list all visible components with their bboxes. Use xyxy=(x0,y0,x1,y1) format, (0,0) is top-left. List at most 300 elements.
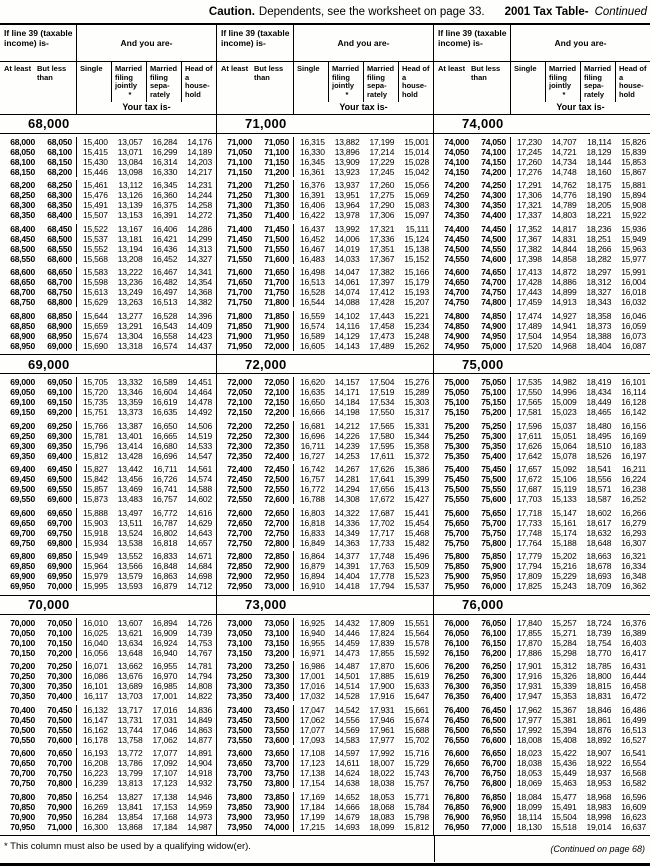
but-less-than-cell: 68,150 xyxy=(47,156,72,167)
table-row xyxy=(0,538,216,548)
income-range xyxy=(434,571,511,581)
income-range xyxy=(0,822,77,832)
at-least-cell: 69,000 xyxy=(10,377,35,387)
tax-cell-married-jointly: 13,607 xyxy=(117,617,143,628)
income-range xyxy=(0,812,77,822)
tax-cell-head-household: 16,623 xyxy=(621,811,646,822)
tax-cell-single: 17,169 xyxy=(299,791,325,802)
tax-cell-married-jointly: 13,139 xyxy=(117,200,143,210)
income-range xyxy=(217,397,294,407)
tax-cell-single: 15,552 xyxy=(82,243,108,254)
tax-values xyxy=(77,691,216,701)
income-range xyxy=(217,561,294,571)
tax-cell-married-separately: 18,495 xyxy=(586,430,612,441)
table-row xyxy=(434,441,650,451)
income-range xyxy=(217,802,294,812)
tax-cell-married-jointly: 14,886 xyxy=(551,277,577,287)
at-least-cell: 72,900 xyxy=(227,571,252,581)
income-range xyxy=(217,167,294,177)
tax-cell-single: 16,727 xyxy=(299,450,325,461)
tax-cell-married-separately: 16,421 xyxy=(152,233,178,244)
tax-cell-head-household: 14,794 xyxy=(187,671,212,681)
tax-values xyxy=(511,474,650,484)
income-range xyxy=(434,551,511,561)
tax-cell-married-jointly: 13,401 xyxy=(117,430,143,441)
tax-cell-married-separately: 18,388 xyxy=(586,330,612,341)
tax-cell-married-jointly: 13,689 xyxy=(117,681,143,691)
tax-cell-married-separately: 18,114 xyxy=(587,136,612,147)
row-group xyxy=(217,705,433,745)
tax-cell-married-jointly: 13,442 xyxy=(117,464,143,474)
table-row xyxy=(434,137,650,147)
at-least-cell: 71,600 xyxy=(227,267,252,277)
tax-cell-head-household: 14,533 xyxy=(187,440,212,451)
tax-cell-head-household: 14,739 xyxy=(187,627,212,638)
tax-cell-married-separately: 17,184 xyxy=(152,821,178,832)
but-less-than-cell: 71,650 xyxy=(264,267,289,277)
but-less-than-cell: 72,600 xyxy=(264,494,289,504)
tax-cell-married-separately: 16,894 xyxy=(152,617,178,628)
tax-cell-married-separately: 18,922 xyxy=(586,758,612,768)
table-row xyxy=(217,180,433,190)
income-range xyxy=(434,538,511,548)
tax-values xyxy=(77,267,216,277)
income-range xyxy=(0,705,77,715)
tax-cell-head-household: 14,203 xyxy=(187,156,212,167)
bottom-rule xyxy=(0,863,650,866)
at-least-cell: 75,550 xyxy=(444,494,469,504)
table-row xyxy=(434,581,650,591)
tax-cell-married-separately: 18,785 xyxy=(586,661,612,671)
table-row xyxy=(434,792,650,802)
table-row xyxy=(217,267,433,277)
tax-cell-head-household: 16,114 xyxy=(621,387,646,397)
but-less-than-cell: 68,350 xyxy=(47,200,72,210)
tax-values xyxy=(77,528,216,538)
but-less-than-cell: 71,550 xyxy=(264,243,289,254)
tax-cell-head-household: 15,812 xyxy=(404,821,429,832)
tax-cell-married-separately: 18,953 xyxy=(586,778,612,788)
at-least-cell: 73,550 xyxy=(227,734,252,745)
tax-cell-married-jointly: 14,171 xyxy=(334,387,360,397)
tax-cell-head-household: 15,619 xyxy=(404,671,429,681)
footnote: * This column must also be used by a qualifying widow(er). xyxy=(4,841,251,852)
income-range xyxy=(0,561,77,571)
tax-cell-head-household: 15,097 xyxy=(404,210,429,220)
income-range xyxy=(434,451,511,461)
tax-values xyxy=(294,210,433,220)
tax-cell-head-household: 15,482 xyxy=(404,537,429,548)
tax-cell-head-household: 16,238 xyxy=(621,484,646,494)
tax-cell-head-household: 15,083 xyxy=(404,200,429,210)
tax-cell-single: 15,735 xyxy=(82,397,108,407)
tax-cell-head-household: 15,179 xyxy=(404,277,429,287)
table-row xyxy=(0,508,216,518)
tax-cell-married-separately: 18,373 xyxy=(586,320,612,331)
at-least-cell: 68,000 xyxy=(10,136,35,147)
tax-cell-married-separately: 18,099 xyxy=(369,821,395,832)
table-row xyxy=(434,451,650,461)
tax-cell-married-separately: 17,199 xyxy=(369,136,395,147)
tax-values xyxy=(77,681,216,691)
tax-cell-single: 17,581 xyxy=(516,407,542,417)
table-row xyxy=(434,812,650,822)
tax-cell-head-household: 14,437 xyxy=(187,340,212,351)
section-title-band xyxy=(0,595,216,615)
income-range xyxy=(0,748,77,758)
at-least-cell: 72,050 xyxy=(227,387,252,397)
tax-cell-single: 15,491 xyxy=(82,200,108,210)
tax-cell-married-separately: 17,885 xyxy=(369,671,395,681)
at-least-cell: 72,500 xyxy=(227,484,252,494)
tax-cell-married-separately: 17,717 xyxy=(369,527,395,538)
income-range xyxy=(434,518,511,528)
but-less-than-cell: 74,250 xyxy=(481,180,506,190)
income-range xyxy=(217,518,294,528)
table-row xyxy=(0,147,216,157)
income-condition-label: If line 39 (taxable income) is- xyxy=(217,25,294,61)
tax-values xyxy=(77,508,216,518)
but-less-than-cell: 68,400 xyxy=(47,210,72,220)
tax-values xyxy=(294,778,433,788)
income-range xyxy=(434,311,511,321)
and-you-are-label: And you are- xyxy=(337,37,390,48)
but-less-than-cell: 71,700 xyxy=(264,277,289,287)
tax-cell-married-jointly: 14,872 xyxy=(551,267,577,277)
section-rows xyxy=(0,615,216,836)
tax-values xyxy=(77,137,216,147)
tax-values xyxy=(77,331,216,341)
tax-cell-married-jointly: 14,707 xyxy=(551,136,577,147)
income-range xyxy=(434,407,511,417)
at-least-cell: 70,100 xyxy=(10,637,35,648)
income-range xyxy=(0,441,77,451)
table-columns xyxy=(0,23,650,835)
table-row xyxy=(0,748,216,758)
at-least-cell: 73,600 xyxy=(227,748,252,758)
tax-cell-married-separately: 18,022 xyxy=(369,768,395,778)
tax-cell-single: 17,931 xyxy=(516,681,542,691)
income-range xyxy=(0,244,77,254)
but-less-than-cell: 73,300 xyxy=(264,671,289,681)
tax-cell-married-jointly: 13,222 xyxy=(117,267,143,277)
tax-cell-head-household: 14,354 xyxy=(187,277,212,287)
table-row xyxy=(217,474,433,484)
tax-values xyxy=(77,518,216,528)
tax-cell-married-separately: 17,214 xyxy=(369,146,395,157)
tax-cell-married-jointly: 13,469 xyxy=(117,484,143,494)
tax-cell-married-jointly: 13,538 xyxy=(117,537,143,548)
tax-values xyxy=(294,661,433,671)
tax-cell-married-jointly: 14,157 xyxy=(334,377,360,387)
tax-values xyxy=(77,407,216,417)
income-range xyxy=(0,157,77,167)
tax-cell-married-separately: 18,846 xyxy=(586,704,612,715)
tax-cell-head-household: 16,403 xyxy=(621,637,646,648)
tax-cell-single: 17,977 xyxy=(516,714,542,725)
tax-values xyxy=(511,157,650,167)
row-group xyxy=(0,792,216,832)
but-less-than-cell: 76,500 xyxy=(481,714,506,725)
table-row xyxy=(217,671,433,681)
but-less-than-cell: 69,750 xyxy=(47,527,72,538)
tax-cell-head-household: 14,946 xyxy=(187,791,212,802)
at-least-cell: 71,850 xyxy=(227,320,252,331)
tax-values xyxy=(511,518,650,528)
but-less-than-cell: 72,900 xyxy=(264,561,289,571)
tax-cell-head-household: 15,592 xyxy=(404,647,429,658)
table-row xyxy=(434,638,650,648)
tax-cell-head-household: 16,156 xyxy=(621,420,646,431)
tax-cell-head-household: 14,987 xyxy=(187,821,212,832)
at-least-cell: 74,400 xyxy=(444,223,469,234)
tax-cell-single: 17,764 xyxy=(516,537,542,548)
tax-cell-single: 16,071 xyxy=(82,661,108,671)
at-least-cell: 76,250 xyxy=(444,671,469,681)
at-least-cell: 73,750 xyxy=(227,778,252,788)
tax-cell-married-jointly: 15,339 xyxy=(551,681,577,691)
married-jointly-header xyxy=(545,62,580,102)
tax-cell-single: 15,995 xyxy=(82,581,108,591)
tax-cell-married-separately: 17,290 xyxy=(369,200,395,210)
tax-cell-head-household: 15,977 xyxy=(621,253,646,264)
tax-values xyxy=(77,484,216,494)
tax-cell-married-separately: 17,977 xyxy=(369,734,395,745)
table-row xyxy=(0,551,216,561)
but-less-than-cell: 72,350 xyxy=(264,440,289,451)
table-row xyxy=(217,244,433,254)
tax-cell-married-separately: 17,641 xyxy=(369,474,395,484)
tax-cell-single: 16,818 xyxy=(299,517,325,528)
your-tax-row xyxy=(0,102,216,114)
but-less-than-cell: 70,900 xyxy=(47,801,72,812)
tax-cell-married-jointly: 14,281 xyxy=(334,474,360,484)
but-less-than-cell: 71,600 xyxy=(264,253,289,264)
tax-cell-single: 15,796 xyxy=(82,440,108,451)
but-less-than-cell: 69,850 xyxy=(47,551,72,561)
income-range xyxy=(434,725,511,735)
tax-cell-married-jointly: 13,126 xyxy=(117,190,143,200)
tax-cell-single: 18,069 xyxy=(516,778,542,788)
but-less-than-cell: 70,150 xyxy=(47,637,72,648)
tax-cell-single: 17,916 xyxy=(516,671,542,681)
at-least-cell: 69,200 xyxy=(10,420,35,431)
tax-cell-married-separately: 18,205 xyxy=(586,200,612,210)
row-group xyxy=(434,551,650,591)
table-row xyxy=(0,758,216,768)
but-less-than-cell: 74,000 xyxy=(264,821,289,832)
tax-cell-married-jointly: 14,294 xyxy=(334,484,360,494)
tax-cell-single: 17,016 xyxy=(299,681,325,691)
table-row xyxy=(217,518,433,528)
income-range xyxy=(434,224,511,234)
tax-cell-single: 16,437 xyxy=(299,223,325,234)
tax-values xyxy=(77,561,216,571)
at-least-cell: 75,350 xyxy=(444,450,469,461)
tax-cell-single: 16,178 xyxy=(82,734,108,745)
but-less-than-header: But less than xyxy=(254,63,284,82)
tax-cell-married-separately: 17,245 xyxy=(369,166,395,177)
at-least-cell: 73,500 xyxy=(227,724,252,735)
tax-cell-married-jointly: 15,147 xyxy=(551,507,577,518)
at-least-cell: 73,000 xyxy=(227,617,252,628)
but-less-than-cell: 73,000 xyxy=(264,581,289,591)
but-less-than-cell: 69,500 xyxy=(47,474,72,484)
tax-cell-married-separately: 17,260 xyxy=(369,180,395,190)
tax-cell-married-jointly: 15,477 xyxy=(551,791,577,802)
table-row xyxy=(217,778,433,788)
tax-cell-head-household: 15,963 xyxy=(621,243,646,254)
tax-cell-married-separately: 16,452 xyxy=(152,253,178,264)
row-group xyxy=(0,661,216,701)
income-range xyxy=(0,387,77,397)
tax-cell-married-jointly: 14,308 xyxy=(334,494,360,504)
tax-cell-married-jointly: 14,528 xyxy=(334,691,360,701)
tax-cell-married-jointly: 15,436 xyxy=(551,758,577,768)
tax-cell-head-household: 16,183 xyxy=(621,440,646,451)
income-range xyxy=(217,311,294,321)
table-row xyxy=(217,387,433,397)
tax-values xyxy=(294,792,433,802)
table-row xyxy=(434,431,650,441)
tax-cell-married-jointly: 13,676 xyxy=(117,671,143,681)
tax-cell-head-household: 14,726 xyxy=(187,617,212,628)
tax-values xyxy=(294,705,433,715)
tax-cell-married-separately: 18,449 xyxy=(586,397,612,407)
tax-cell-head-household: 15,537 xyxy=(404,581,429,591)
tax-cell-single: 16,269 xyxy=(82,801,108,812)
tax-cell-married-separately: 17,382 xyxy=(369,267,395,277)
table-row xyxy=(434,691,650,701)
tax-cell-married-separately: 16,345 xyxy=(152,180,178,190)
tax-cell-head-household: 15,771 xyxy=(404,791,429,802)
tax-cell-married-jointly: 14,927 xyxy=(551,310,577,321)
table-row xyxy=(434,234,650,244)
but-less-than-cell: 71,500 xyxy=(264,233,289,244)
at-least-cell: 69,700 xyxy=(10,527,35,538)
tax-cell-single: 16,513 xyxy=(299,277,325,287)
income-section xyxy=(434,114,650,355)
income-range xyxy=(0,571,77,581)
your-tax-is-label: Your tax is- xyxy=(339,101,388,112)
tax-cell-married-separately: 17,565 xyxy=(369,420,395,431)
but-less-than-cell: 73,100 xyxy=(264,627,289,638)
tax-values xyxy=(511,812,650,822)
tax-cell-married-jointly: 14,487 xyxy=(334,661,360,671)
tax-values xyxy=(77,200,216,210)
tax-cell-single: 16,955 xyxy=(299,637,325,648)
tax-values xyxy=(77,551,216,561)
tax-cell-single: 17,032 xyxy=(299,691,325,701)
at-least-cell: 68,700 xyxy=(10,287,35,297)
tax-values xyxy=(294,551,433,561)
tax-cell-single: 17,855 xyxy=(516,627,542,638)
tax-cell-married-jointly: 14,074 xyxy=(334,287,360,297)
tax-cell-married-jointly: 13,112 xyxy=(118,180,143,190)
table-row xyxy=(434,538,650,548)
tax-cell-single: 16,788 xyxy=(299,494,325,504)
but-less-than-cell: 71,850 xyxy=(264,310,289,321)
tax-cell-single: 17,703 xyxy=(516,494,542,504)
tax-values xyxy=(77,538,216,548)
tax-values xyxy=(77,180,216,190)
table-row xyxy=(434,681,650,691)
table-row xyxy=(434,671,650,681)
tax-cell-married-separately: 17,580 xyxy=(369,430,395,441)
tax-cell-head-household: 14,561 xyxy=(187,464,212,474)
tax-values xyxy=(511,224,650,234)
but-less-than-cell: 68,200 xyxy=(47,166,72,177)
table-row xyxy=(434,407,650,417)
tax-cell-married-separately: 17,946 xyxy=(369,714,395,725)
income-subheaders xyxy=(217,62,294,102)
married-separately-header: Married filing sepa- rately xyxy=(363,62,398,102)
section-title-band xyxy=(434,595,650,615)
table-row xyxy=(217,441,433,451)
tax-cell-head-household: 15,358 xyxy=(404,440,429,451)
tax-cell-married-separately: 18,251 xyxy=(586,233,612,244)
table-row xyxy=(217,494,433,504)
tax-cell-single: 15,842 xyxy=(82,474,108,484)
tax-cell-married-jointly: 14,212 xyxy=(334,420,360,431)
tax-cell-single: 16,132 xyxy=(82,704,108,715)
tax-cell-married-separately: 17,123 xyxy=(152,778,178,788)
at-least-cell: 73,700 xyxy=(227,768,252,778)
income-range xyxy=(434,618,511,628)
tax-cell-married-jointly: 13,909 xyxy=(334,156,360,167)
income-range xyxy=(217,451,294,461)
tax-values xyxy=(511,377,650,387)
filing-status-headers xyxy=(294,62,433,102)
at-least-cell: 76,650 xyxy=(444,758,469,768)
tax-cell-single: 17,809 xyxy=(516,571,542,581)
tax-cell-head-household: 14,698 xyxy=(187,571,212,581)
table-row xyxy=(0,200,216,210)
sections xyxy=(217,114,433,836)
income-range xyxy=(434,628,511,638)
but-less-than-cell: 73,250 xyxy=(264,661,289,671)
tax-cell-married-jointly: 14,019 xyxy=(334,243,360,254)
tax-cell-married-jointly: 13,263 xyxy=(117,297,143,307)
tax-values xyxy=(511,778,650,788)
but-less-than-cell: 71,800 xyxy=(264,297,289,307)
income-range xyxy=(434,397,511,407)
but-less-than-header: But less than xyxy=(471,63,501,82)
tax-values xyxy=(511,581,650,591)
tax-cell-married-separately: 17,031 xyxy=(152,714,178,725)
but-less-than-cell: 76,600 xyxy=(481,734,506,745)
income-range xyxy=(434,147,511,157)
but-less-than-cell: 73,150 xyxy=(264,637,289,648)
tax-cell-single: 17,382 xyxy=(516,243,542,254)
but-less-than-cell: 68,700 xyxy=(47,277,72,287)
tax-values xyxy=(77,628,216,638)
at-least-cell: 73,900 xyxy=(227,811,252,822)
tax-cell-married-separately: 16,635 xyxy=(152,407,178,417)
but-less-than-cell: 72,100 xyxy=(264,387,289,397)
tax-cell-single: 17,870 xyxy=(516,637,542,648)
tax-cell-single: 16,391 xyxy=(299,190,325,200)
tax-values xyxy=(77,147,216,157)
at-least-cell: 70,450 xyxy=(10,714,35,725)
tax-values xyxy=(294,802,433,812)
income-range xyxy=(434,768,511,778)
tax-cell-head-household: 15,908 xyxy=(621,200,646,210)
at-least-cell: 71,300 xyxy=(227,200,252,210)
tax-cell-married-jointly: 13,483 xyxy=(117,494,143,504)
but-less-than-cell: 71,200 xyxy=(264,166,289,177)
tax-cell-head-household: 15,922 xyxy=(621,210,646,220)
